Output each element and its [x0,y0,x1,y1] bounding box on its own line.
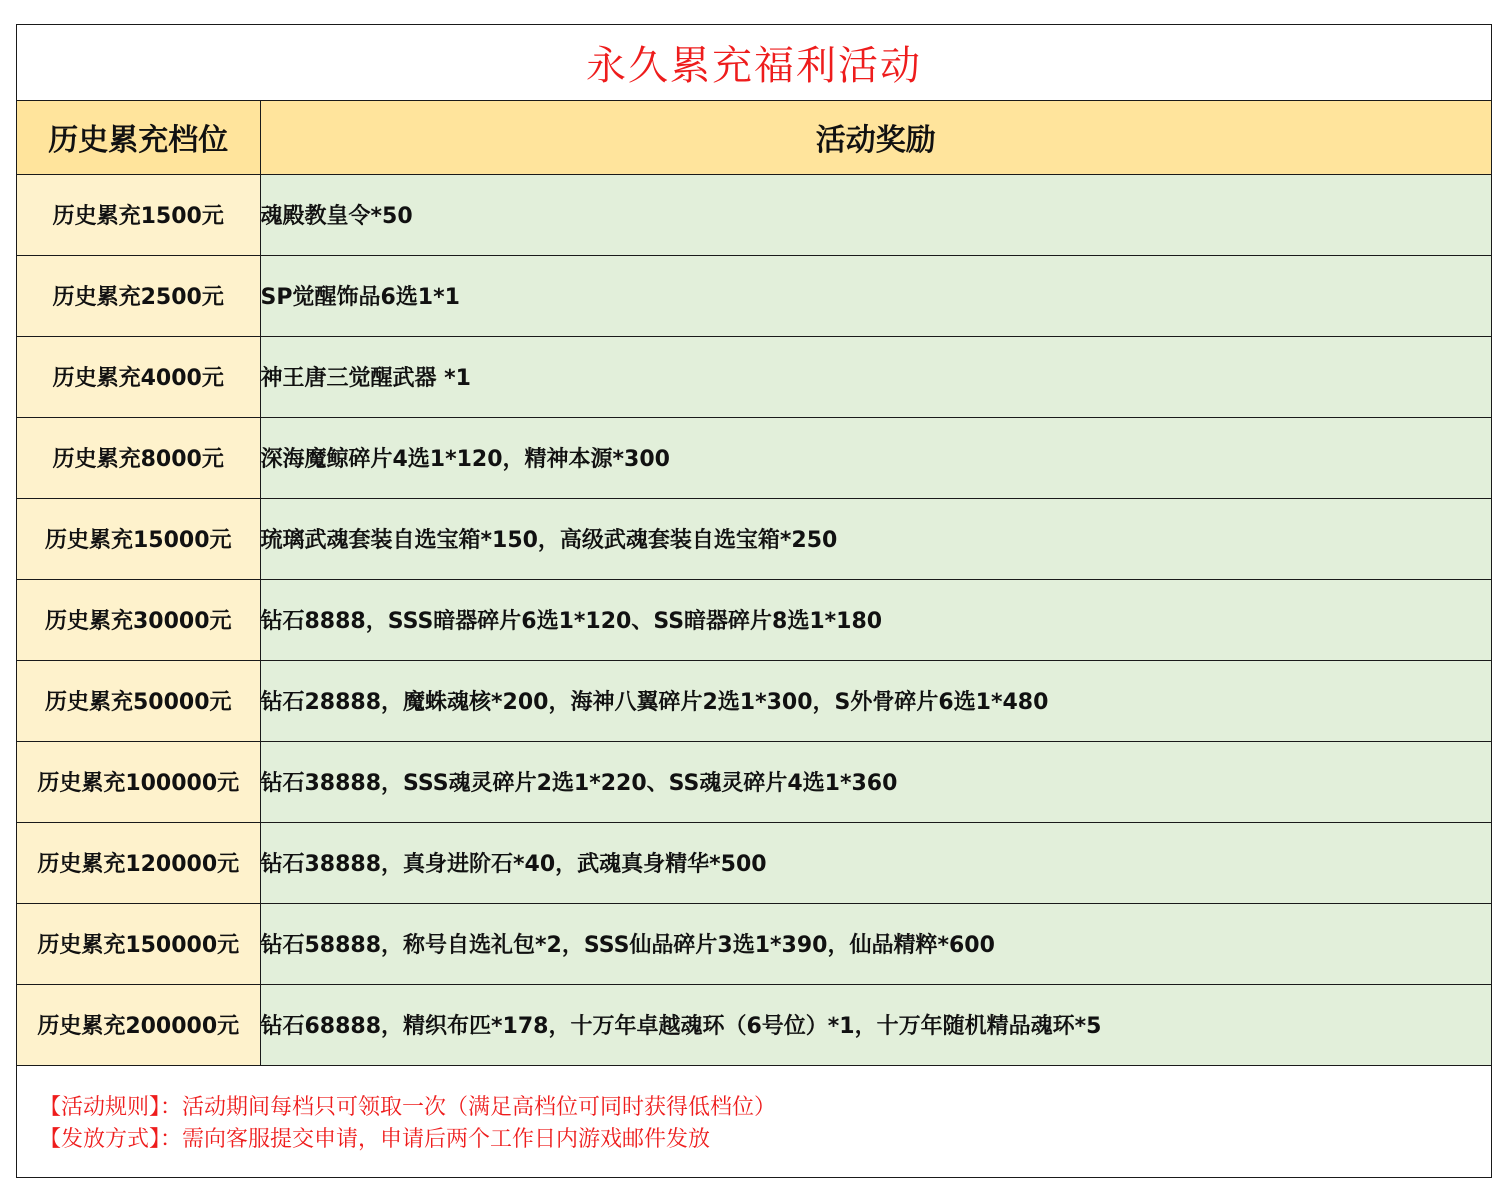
reward-table [17,101,1491,1066]
tier-cell: 历史累充2500元 [17,255,260,336]
reward-cell: 魂殿教皇令*50 [260,174,1491,255]
table-header-row [17,101,1491,174]
table-row [17,741,1491,822]
table-row [17,822,1491,903]
tier-cell: 历史累充30000元 [17,579,260,660]
tier-column-header: 历史累充档位 [17,101,260,174]
tier-cell: 历史累充120000元 [17,822,260,903]
reward-cell: 神王唐三觉醒武器 *1 [260,336,1491,417]
tier-cell: 历史累充150000元 [17,903,260,984]
delivery-method-note: 【发放方式】：需向客服提交申请，申请后两个工作日内游戏邮件发放 [39,1126,711,1152]
activity-rule-note: 【活动规则】：活动期间每档只可领取一次（满足高档位可同时获得低档位） [39,1094,777,1120]
table-row [17,255,1491,336]
reward-table-sheet [16,24,1492,1178]
tier-cell: 历史累充15000元 [17,498,260,579]
table-row [17,579,1491,660]
reward-cell: 钻石8888，SSS暗器碎片6选1*120、SS暗器碎片8选1*180 [260,579,1491,660]
table-row [17,498,1491,579]
reward-cell: SP觉醒饰品6选1*1 [260,255,1491,336]
reward-cell: 钻石28888，魔蛛魂核*200，海神八翼碎片2选1*300，S外骨碎片6选1*480 [260,660,1491,741]
reward-cell: 深海魔鲸碎片4选1*120，精神本源*300 [260,417,1491,498]
notes-section [17,1066,1491,1156]
table-row [17,174,1491,255]
table-row [17,984,1491,1065]
reward-cell: 钻石68888，精织布匹*178，十万年卓越魂环（6号位）*1，十万年随机精品魂环*5 [260,984,1491,1065]
tier-cell: 历史累充50000元 [17,660,260,741]
tier-cell: 历史累充100000元 [17,741,260,822]
table-row [17,417,1491,498]
tier-cell: 历史累充1500元 [17,174,260,255]
reward-cell: 钻石38888，真身进阶石*40，武魂真身精华*500 [260,822,1491,903]
table-row [17,903,1491,984]
tier-cell: 历史累充8000元 [17,417,260,498]
tier-cell: 历史累充200000元 [17,984,260,1065]
reward-cell: 琉璃武魂套装自选宝箱*150，高级武魂套装自选宝箱*250 [260,498,1491,579]
page-title: 永久累充福利活动 [586,43,922,89]
reward-column-header: 活动奖励 [260,101,1491,174]
reward-cell: 钻石38888，SSS魂灵碎片2选1*220、SS魂灵碎片4选1*360 [260,741,1491,822]
reward-cell: 钻石58888，称号自选礼包*2，SSS仙品碎片3选1*390，仙品精粹*600 [260,903,1491,984]
table-row [17,660,1491,741]
tier-cell: 历史累充4000元 [17,336,260,417]
title-row [17,25,1491,101]
table-row [17,336,1491,417]
